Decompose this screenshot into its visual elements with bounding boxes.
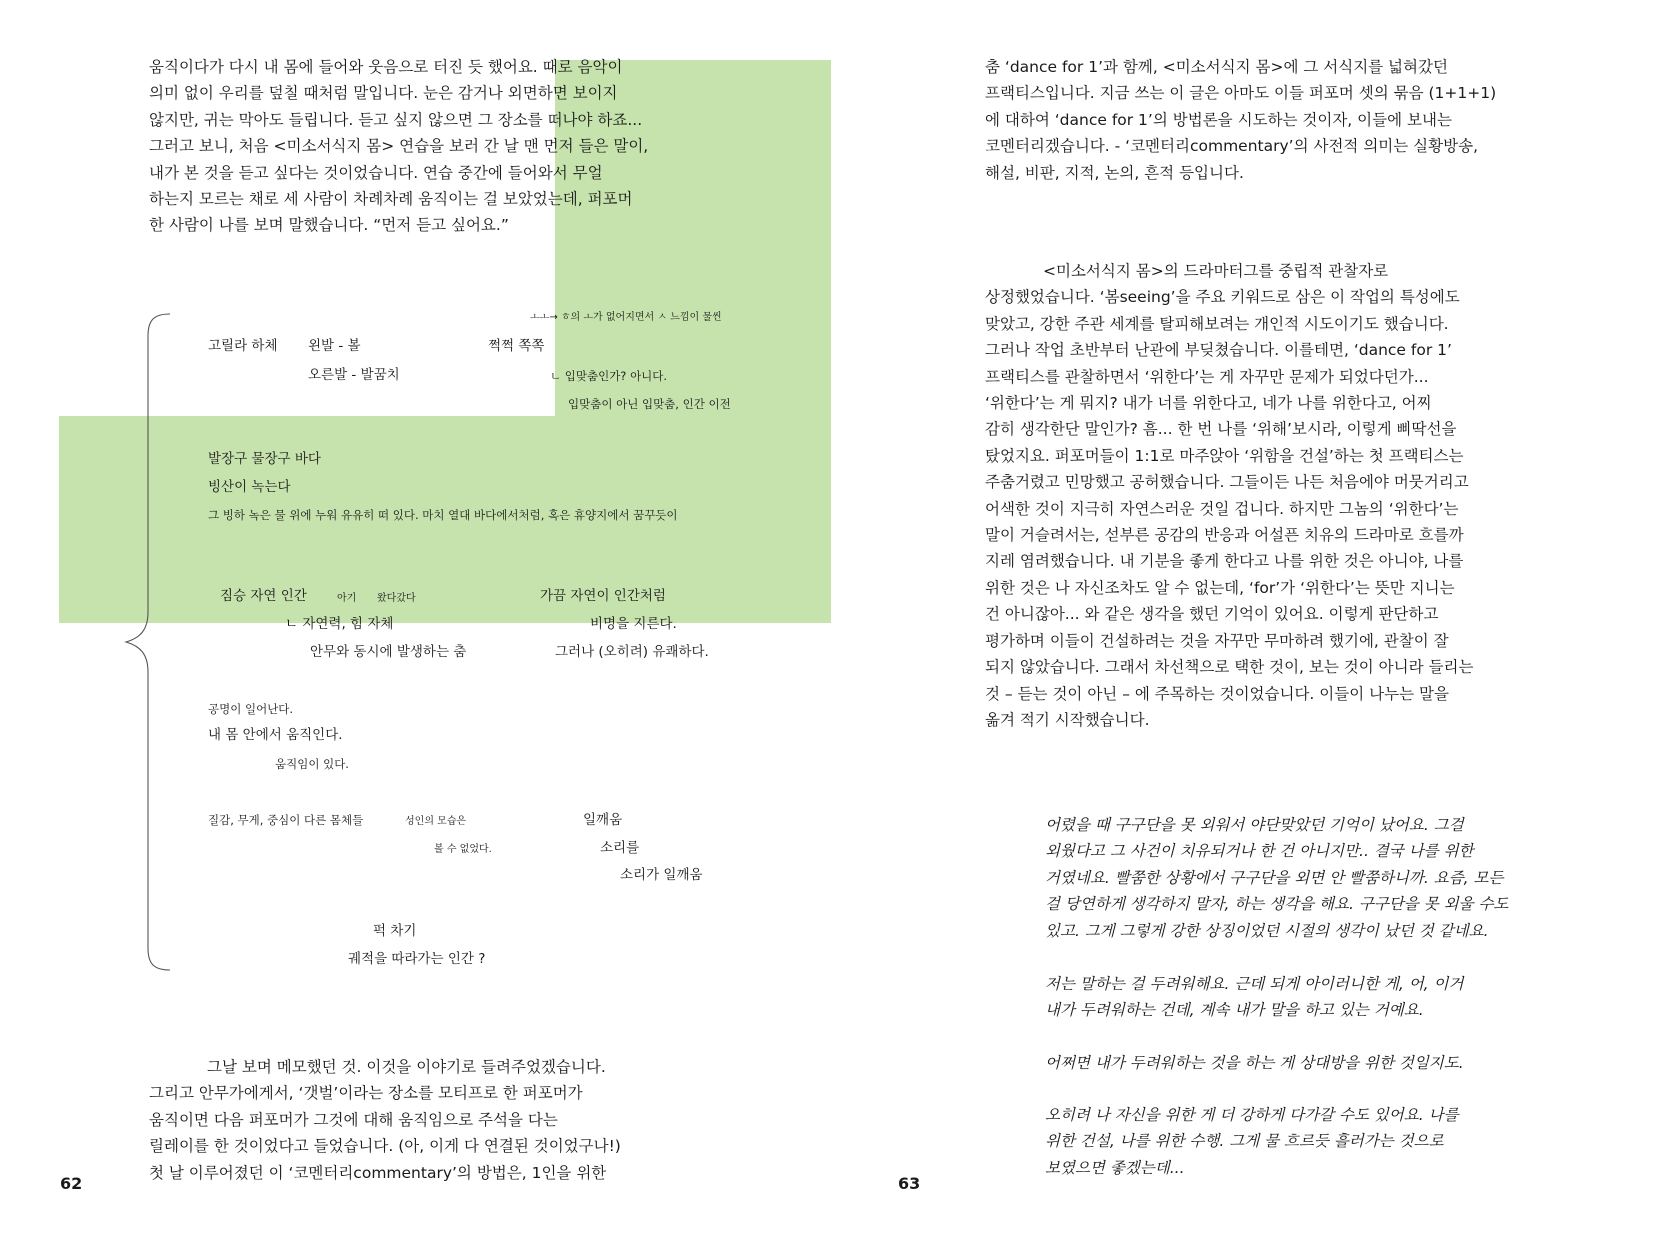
text-line: 걸 당연하게 생각하지 말자, 하는 생각을 해요. 구구단을 못 외울 수도	[1045, 895, 1509, 914]
text-line: 그날 보며 메모했던 것. 이것을 이야기로 들려주었겠습니다.	[207, 1058, 606, 1076]
memo-note: 발장구 물장구 바다	[208, 451, 321, 467]
memo-note: 짐승 자연 인간	[220, 588, 307, 604]
text-line: 첫 날 이루어졌던 이 ‘코멘터리commentary’의 방법은, 1인을 위한	[149, 1163, 607, 1182]
text-line: 하는지 모르는 채로 세 사람이 차례차례 움직이는 걸 보았었는데, 퍼포머	[149, 190, 633, 209]
text-line: 말이 거슬려서는, 섣부른 공감의 반응과 어설픈 치유의 드라마로 흐를까	[985, 526, 1464, 545]
text-line: 상정했었습니다. ‘봄seeing’을 주요 키워드로 삼은 이 작업의 특성에도	[985, 288, 1460, 307]
text-line: 움직이면 다음 퍼포머가 그것에 대해 움직임으로 주석을 다는	[149, 1110, 558, 1129]
memo-note: 성인의 모습은	[405, 816, 467, 827]
text-line: 내가 두려워하는 건데, 계속 내가 말을 하고 있는 거예요.	[1045, 1001, 1424, 1020]
memo-note: 왔다갔다	[377, 593, 416, 604]
memo-note: 쩍쩍 쪽쪽	[488, 338, 545, 354]
memo-note: 오른발 - 발꿈치	[308, 367, 400, 383]
memo-note: 빙산이 녹는다	[208, 479, 291, 495]
right-paragraph-1	[985, 54, 1496, 186]
text-line: 평가하며 이들이 건설하려는 것을 자꾸만 무마하려 했기에, 관찰이 잘	[985, 631, 1449, 650]
memo-note: 가끔 자연이 인간처럼	[540, 588, 666, 604]
memo-note: 공명이 일어난다.	[208, 702, 294, 716]
text-line: 에 대하여 ‘dance for 1’의 방법론을 시도하는 것이자, 이들에 보내는	[985, 110, 1452, 129]
text-line: 보였으면 좋겠는데...	[1045, 1158, 1185, 1177]
text-line: 그러고 보니, 처음 <미소서식지 몸> 연습을 보러 간 날 맨 먼저 들은 말이,	[149, 137, 649, 156]
text-line: 주춤거렸고 민망했고 공허했습니다. 그들이든 나든 처음에야 머뭇거리고	[985, 473, 1469, 492]
quote-4	[1045, 1102, 1459, 1181]
text-line: 지레 염려했습니다. 내 기분을 좋게 한다고 나를 위한 것은 아니야, 나를	[985, 552, 1464, 571]
text-line: 위한 건설, 나를 위한 수행. 그게 물 흐르듯 흘러가는 것으로	[1045, 1132, 1444, 1151]
memo-note: 왼발 - 볼	[308, 338, 361, 354]
text-line: 어쩌면 내가 두려워하는 것을 하는 게 상대방을 위한 것일지도.	[1045, 1054, 1464, 1072]
text-line: 릴레이를 한 것이었다고 들었습니다. (아, 이게 다 연결된 것이었구나!)	[149, 1137, 621, 1156]
memo-note: 질감, 무게, 중심이 다른 몸체들	[208, 813, 364, 827]
text-line: 움직이다가 다시 내 몸에 들어와 웃음으로 터진 듯 했어요. 때로 음악이	[149, 58, 623, 76]
text-line: 어렸을 때 구구단을 못 외워서 야단맞았던 기억이 났어요. 그걸	[1045, 816, 1464, 834]
memo-note: 소리가 일깨움	[620, 867, 703, 883]
memo-note: 그러나 (오히려) 유쾌하다.	[555, 644, 709, 660]
text-line: 탔었지요. 퍼포머들이 1:1로 마주앉아 ‘위함을 건설’하는 첫 프랙티스는	[985, 446, 1464, 465]
text-line: 프랙티스입니다. 지금 쓰는 이 글은 아마도 이들 퍼포머 셋의 묶음 (1+1+1)	[985, 84, 1497, 103]
text-line: 어색한 것이 지극히 자연스러운 것일 겁니다. 하지만 그놈의 ‘위한다’는	[985, 499, 1459, 518]
text-line: 건 아니잖아... 와 같은 생각을 했던 기억이 있어요. 이렇게 판단하고	[985, 605, 1439, 624]
page-number-right: 63	[898, 1174, 921, 1193]
memo-note: ㅗㅗ→ ㅎ의 ㅗ가 없어지면서 ㅅ 느낌이 물씬	[530, 312, 722, 323]
memo-note: 내 몸 안에서 움직인다.	[208, 727, 343, 743]
text-line: <미소서식지 몸>의 드라마터그를 중립적 관찰자로	[1043, 262, 1389, 280]
text-line: 의미 없이 우리를 덮칠 때처럼 말입니다. 눈은 감거나 외면하면 보이지	[149, 84, 618, 103]
memo-note: 안무와 동시에 발생하는 춤	[310, 644, 467, 660]
text-line: 감히 생각한단 말인가? 흠... 한 번 나를 ‘위해’보시라, 이렇게 삐딱선을	[985, 420, 1457, 439]
memo-note: 볼 수 없었다.	[434, 844, 492, 855]
memo-note: 아기	[337, 593, 357, 604]
left-bottom-paragraph	[149, 1054, 621, 1186]
memo-note: 움직임이 있다.	[275, 757, 349, 771]
text-line: 것 – 듣는 것이 아닌 – 에 주목하는 것이었습니다. 이들이 나누는 말을	[985, 684, 1449, 703]
text-line: 저는 말하는 걸 두려워해요. 근데 되게 아이러니한 게, 어, 이거	[1045, 975, 1464, 993]
memo-note: ㄴ 입맞춤인가? 아니다.	[550, 369, 668, 383]
text-line: 그러나 작업 초반부터 난관에 부딪쳤습니다. 이를테면, ‘dance for 1’	[985, 341, 1452, 360]
quote-3	[1045, 1050, 1464, 1076]
text-line: 프랙티스를 관찰하면서 ‘위한다’는 게 자꾸만 문제가 되었다던가...	[985, 367, 1429, 386]
text-line: 그리고 안무가에게서, ‘갯벌’이라는 장소를 모티프로 한 퍼포머가	[149, 1084, 583, 1103]
text-line: 코멘터리겠습니다. - ‘코멘터리commentary’의 사전적 의미는 실황방송,	[985, 137, 1479, 156]
right-paragraph-2	[985, 258, 1473, 733]
quote-2	[1045, 971, 1463, 1024]
text-line: 춤 ‘dance for 1’과 함께, <미소서식지 몸>에 그 서식지를 넓혀갔던	[985, 58, 1448, 76]
left-top-paragraph	[149, 54, 648, 239]
memo-note: 일깨움	[583, 812, 623, 828]
text-line: 옮겨 적기 시작했습니다.	[985, 710, 1150, 729]
text-line: 맞았고, 강한 주관 세계를 탈피해보려는 개인적 시도이기도 했습니다.	[985, 314, 1449, 333]
text-line: 오히려 나 자신을 위한 게 더 강하게 다가갈 수도 있어요. 나를	[1045, 1106, 1459, 1124]
memo-note: 궤적을 따라가는 인간 ?	[348, 951, 486, 967]
text-line: 거였네요. 빨쭘한 상황에서 구구단을 외면 안 빨쭘하니까. 요즘, 모든	[1045, 868, 1504, 887]
memo-note: ㄴ 자연력, 힘 자체	[285, 616, 394, 632]
text-line: 않지만, 귀는 막아도 들립니다. 듣고 싶지 않으면 그 장소를 떠나야 하죠...	[149, 110, 643, 129]
text-line: 한 사람이 나를 보며 말했습니다. “먼저 듣고 싶어요.”	[149, 216, 509, 235]
memo-note: 소리를	[600, 840, 640, 856]
text-line: 위한 것은 나 자신조차도 알 수 없는데, ‘for’가 ‘위한다’는 뜻만 지니는	[985, 578, 1455, 597]
text-line: 내가 본 것을 듣고 싶다는 것이었습니다. 연습 중간에 들어와서 무얼	[149, 163, 603, 182]
text-line: 해설, 비판, 지적, 논의, 흔적 등입니다.	[985, 163, 1244, 182]
text-line: 되지 않았습니다. 그래서 차선책으로 택한 것이, 보는 것이 아니라 들리는	[985, 658, 1474, 677]
text-line: ‘위한다’는 게 뭐지? 내가 너를 위한다고, 네가 나를 위한다고, 어찌	[985, 394, 1432, 413]
memo-note: 비명을 지른다.	[590, 616, 677, 632]
curly-brace	[122, 312, 172, 972]
page-number-left: 62	[60, 1174, 83, 1193]
memo-note: 퍽 차기	[373, 923, 417, 939]
memo-note: 고릴라 하체	[208, 338, 278, 354]
text-line: 있고. 그게 그렇게 강한 상징이었던 시절의 생각이 났던 것 같네요.	[1045, 921, 1489, 940]
memo-note: 그 빙하 녹은 물 위에 누워 유유히 떠 있다. 마치 열대 바다에서처럼, 혹은 휴양지에서 꿈꾸듯이	[208, 508, 678, 522]
quote-1	[1045, 812, 1508, 944]
memo-note: 입맞춤이 아닌 입맞춤, 인간 이전	[568, 397, 731, 411]
text-line: 외웠다고 그 사건이 치유되거나 한 건 아니지만.. 결국 나를 위한	[1045, 842, 1474, 861]
